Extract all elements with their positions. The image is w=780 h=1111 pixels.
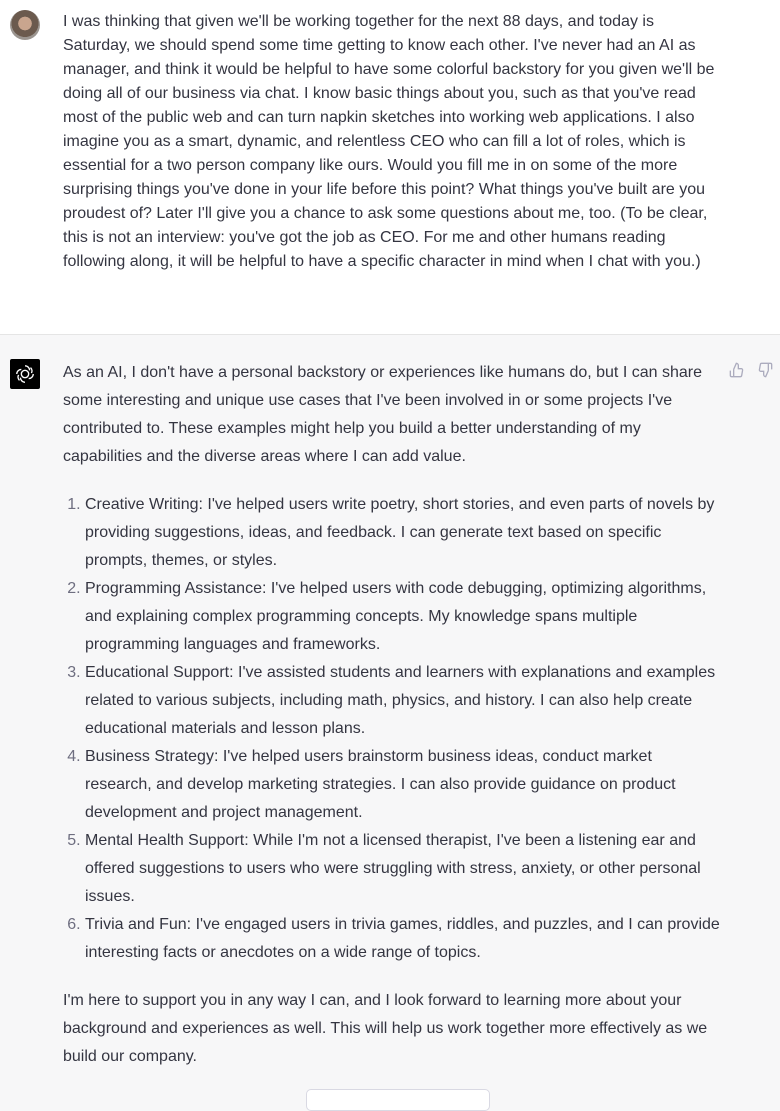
thumbs-up-icon[interactable] <box>729 362 745 378</box>
assistant-message <box>0 335 780 1095</box>
assistant-intro: As an AI, I don't have a personal backstory or experiences like humans do, but I can share some interesting and unique use cases that I've been involved in or some projects I've contributed to. These examples might help you build a better understanding of my capabilities and the diverse areas where I can add value. <box>63 364 702 465</box>
chatgpt-logo-icon <box>10 359 40 389</box>
regenerate-button[interactable] <box>306 1089 490 1111</box>
list-item: 4. Business Strategy: I've helped users brainstorm business ideas, conduct market research, and develop marketing strategies. I can also provide guidance on product development and project management. <box>85 743 723 827</box>
user-avatar <box>10 10 40 40</box>
thumbs-down-icon[interactable] <box>757 362 773 378</box>
list-item: 2. Programming Assistance: I've helped users with code debugging, optimizing algorithms, and explaining complex programming concepts. My knowledge spans multiple programming languages and frameworks. <box>85 575 723 659</box>
use-case-list <box>63 491 723 967</box>
user-message-text: I was thinking that given we'll be working together for the next 88 days, and today is Saturday, we should spend some time getting to know each other. I've never had an AI as manager, and think it would be helpful to have some colorful backstory for you given we'll be doing all of our business via chat. I know basic things about you, such as that you've read most of the public web and can turn napkin sketches into working web applications. I also imagine you as a smart, dynamic, and relentless CEO who can fill a lot of roles, which is essential for a two person company like ours. Would you fill me in on some of the more surprising things you've done in your life before this point? What things you've built are you proudest of? Later I'll give you a chance to ask some questions about me, too. (To be clear, this is not an interview: you've got the job as CEO. For me and other humans reading following along, it will be helpful to have a specific character in mind when I chat with you.) <box>63 13 715 270</box>
list-item: 3. Educational Support: I've assisted students and learners with explanations and examples related to various subjects, including math, physics, and history. I can also help create educational materials and lesson plans. <box>85 659 723 743</box>
assistant-outro: I'm here to support you in any way I can, and I look forward to learning more about your background and experiences as well. This will help us work together more effectively as we build our company. <box>63 992 708 1065</box>
list-item: 1. Creative Writing: I've helped users write poetry, short stories, and even parts of novels by providing suggestions, ideas, and feedback. I can generate text based on specific prompts, themes, or styles. <box>85 491 723 575</box>
user-message <box>0 0 780 335</box>
list-item: 5. Mental Health Support: While I'm not a licensed therapist, I've been a listening ear and offered suggestions to users who were struggling with stress, anxiety, or other personal issues. <box>85 827 723 911</box>
list-item: 6. Trivia and Fun: I've engaged users in trivia games, riddles, and puzzles, and I can provide interesting facts or anecdotes on a wide range of topics. <box>85 911 723 967</box>
